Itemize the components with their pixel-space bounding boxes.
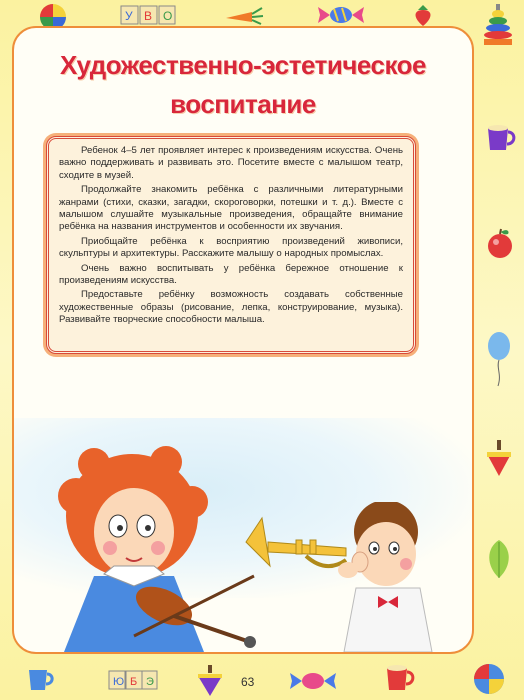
apple-icon [484,228,516,260]
paragraph: Очень важно воспитывать у ребёнка бережное отношение к произведениям искусства. [59,262,403,287]
svg-text:У: У [125,9,133,23]
paragraph: Продолжайте знакомить ребёнка с различными литературными жанрами (стихи, сказки, загадки, скороговорки, потешки и т. д.). Вместе с малышом слушайте музыкальные произведения, обращайте внимание ребёнка на названия инструментов и особенности их звучания. [59,184,403,233]
page-title-line2: воспитание [170,89,316,119]
svg-text:Б: Б [130,676,138,688]
svg-text:О: О [163,9,173,23]
letter-blocks-icon [120,4,176,26]
candy-icon [316,4,366,26]
page-panel [12,26,474,654]
balloon-icon [484,330,514,388]
pyramid-toy-icon [480,2,516,48]
svg-text:В: В [144,9,153,23]
svg-text:Ю: Ю [113,676,125,688]
leaf-icon [484,538,514,580]
cup-icon [384,664,416,694]
paragraph: Приобщайте ребёнка к восприятию произведений живописи, скульптуры и архитектуры. Расскажите малышу о народных промыслах. [59,235,403,260]
page-number: 63 [241,675,255,689]
cup-icon [484,122,518,154]
spinning-top-icon [484,438,514,478]
text-box [46,136,416,354]
carrot-icon [222,4,264,26]
paragraph: Предоставьте ребёнку возможность создавать собственные художественные образы (рисование, лепка, конструирование, музыка). Развивайте творческие способности малыша. [59,289,403,326]
page-title-line1: Художественно-эстетическое [59,50,427,80]
cup-icon [26,666,56,694]
strawberry-icon [410,2,436,28]
candy-icon [288,670,338,692]
letter-blocks-icon [108,668,158,692]
paragraph: Ребенок 4–5 лет проявляет интерес к произведениям искусства. Очень важно поддерживать и развивать это. Посетите вместе с малышом театр, сходите в музей. [59,145,403,181]
spinning-top-icon [196,664,224,698]
svg-text:Э: Э [146,676,154,688]
ball-icon [472,662,506,696]
boy-trumpet-illustration [236,502,436,652]
